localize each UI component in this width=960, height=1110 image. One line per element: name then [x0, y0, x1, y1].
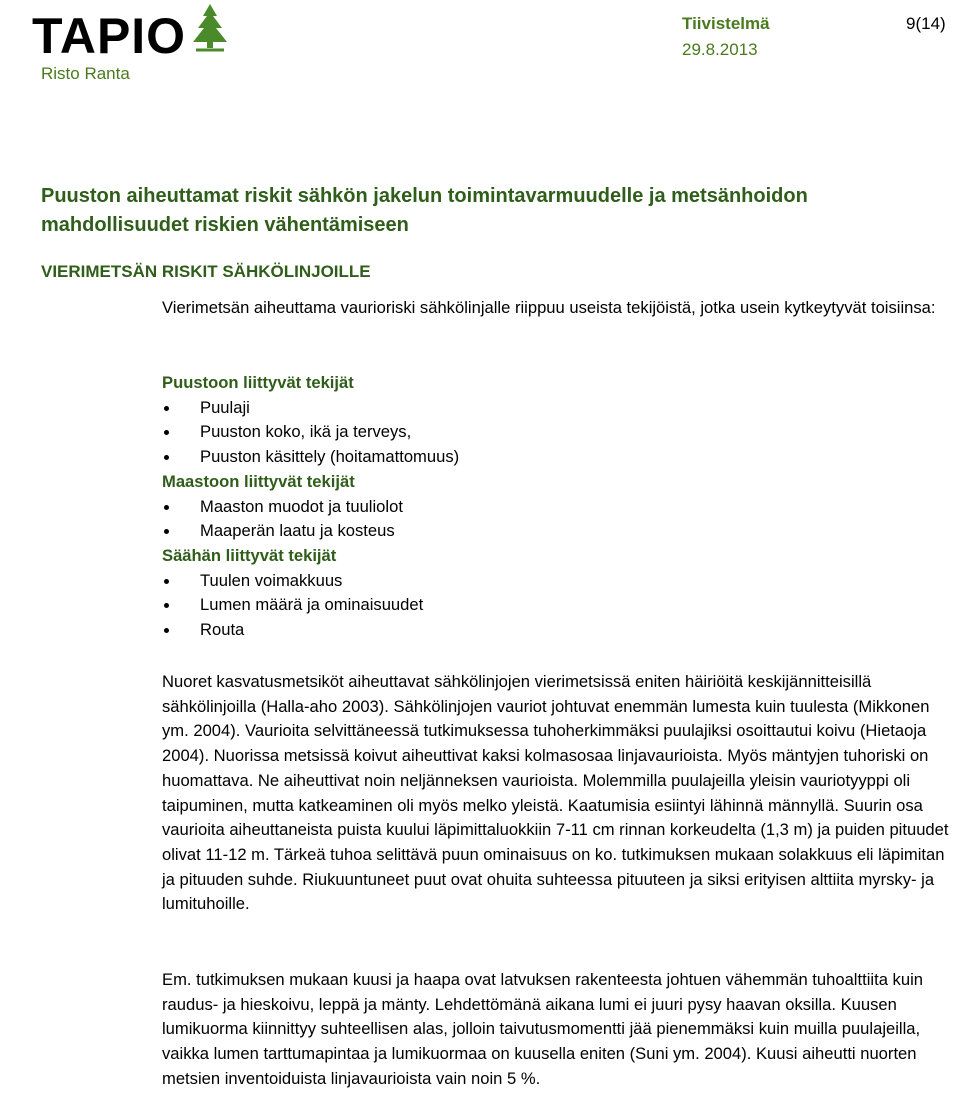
list-item: Lumen määrä ja ominaisuudet — [162, 593, 952, 618]
list-item: Puulaji — [162, 396, 952, 421]
body-paragraph: Em. tutkimuksen mukaan kuusi ja haapa ovat latvuksen rakenteesta johtuen vähemmän tuhoalttiita kuin raudus- ja hieskoivu, leppä ja mänty. Lehdettömänä aikana lumi ei juuri pysy haavan oksilla. Kuusen lumikuorma kiinnittyy suhteellisen alas, jolloin taivutusmomentti jää pienemmäksi kuin muilla puulajeilla, vaikka lumen tarttumapintaa ja lumikuormaa on kuusella eniten (Suni ym. 2004). Kuusi aiheutti nuorten metsien inventoiduista linjavaurioista vain noin 5 %. — [162, 970, 923, 1088]
list-item: Tuulen voimakkuus — [162, 569, 952, 594]
document-type: Tiivistelmä — [682, 14, 770, 33]
list-item: Puuston käsittely (hoitamattomuus) — [162, 445, 952, 470]
document-title: Puuston aiheuttamat riskit sähkön jakelun toimintavarmuudelle ja metsänhoidon mahdollisuudet riskien vähentämiseen — [41, 185, 808, 236]
factor-list — [162, 569, 952, 643]
list-item: Maaston muodot ja tuuliolot — [162, 495, 952, 520]
intro-paragraph: Vierimetsän aiheuttama vaurioriski sähkölinjalle riippuu useista tekijöistä, jotka usein kytkeytyvät toisiinsa: — [162, 298, 936, 317]
factor-list — [162, 495, 952, 544]
factor-heading: Puustoon liittyvät tekijät — [162, 373, 354, 392]
risk-factors — [162, 371, 952, 643]
list-item: Puuston koko, ikä ja terveys, — [162, 420, 952, 445]
document-date: 29.8.2013 — [682, 40, 758, 59]
factor-list — [162, 396, 952, 470]
logo-wordmark: TAPIO — [32, 8, 187, 64]
factor-heading: Säähän liittyvät tekijät — [162, 545, 337, 565]
body-paragraph: Nuoret kasvatusmetsiköt aiheuttavat sähkölinjojen vierimetsissä eniten häiriöitä keskijännitteisillä sähkölinjoilla (Halla-aho 2003). Sähkölinjojen vauriot johtuvat enemmän lumesta kuin tuulesta (Mikkonen ym. 2004). Vaurioita selvittäneessä tutkimuksessa tuhoherkimmäksi puulajiksi osoittautui koivu (Hietaoja 2004). Nuorissa metsissä koivut aiheuttivat kaksi kolmasosaa linjavaurioista. Myös mäntyjen tuhoriski on huomattava. Ne aiheuttivat noin neljänneksen vaurioista. Molemmilla puulajeilla yleisin vauriotyyppi oli taipuminen, mutta katkeaminen oli myös melko yleistä. Kaatumisia esiintyi lähinnä männyllä. Suurin osa vaurioita aiheuttaneista puista kuului läpimittaluokkiin 7-11 cm rinnan korkeudelta (1,3 m) ja puiden pituudet olivat 11-12 m. Tärkeä tuhoa selittävä puun ominaisuus on ko. tutkimuksen mukaan solakkuus eli läpimitan ja pituuden suhde. Riukuuntuneet puut ovat ohuita suhteessa pituuteen ja siksi erityisen alttiita myrsky- ja lumituhoille. — [162, 672, 949, 914]
author-name: Risto Ranta — [41, 64, 130, 83]
section-heading: VIERIMETSÄN RISKIT SÄHKÖLINJOILLE — [41, 262, 371, 281]
list-item: Maaperän laatu ja kosteus — [162, 519, 952, 544]
page-number: 9(14) — [906, 14, 946, 33]
factor-heading: Maastoon liittyvät tekijät — [162, 471, 355, 491]
tree-icon — [187, 4, 233, 62]
list-item: Routa — [162, 618, 952, 643]
page-header — [0, 0, 960, 100]
tapio-logo — [32, 4, 232, 62]
